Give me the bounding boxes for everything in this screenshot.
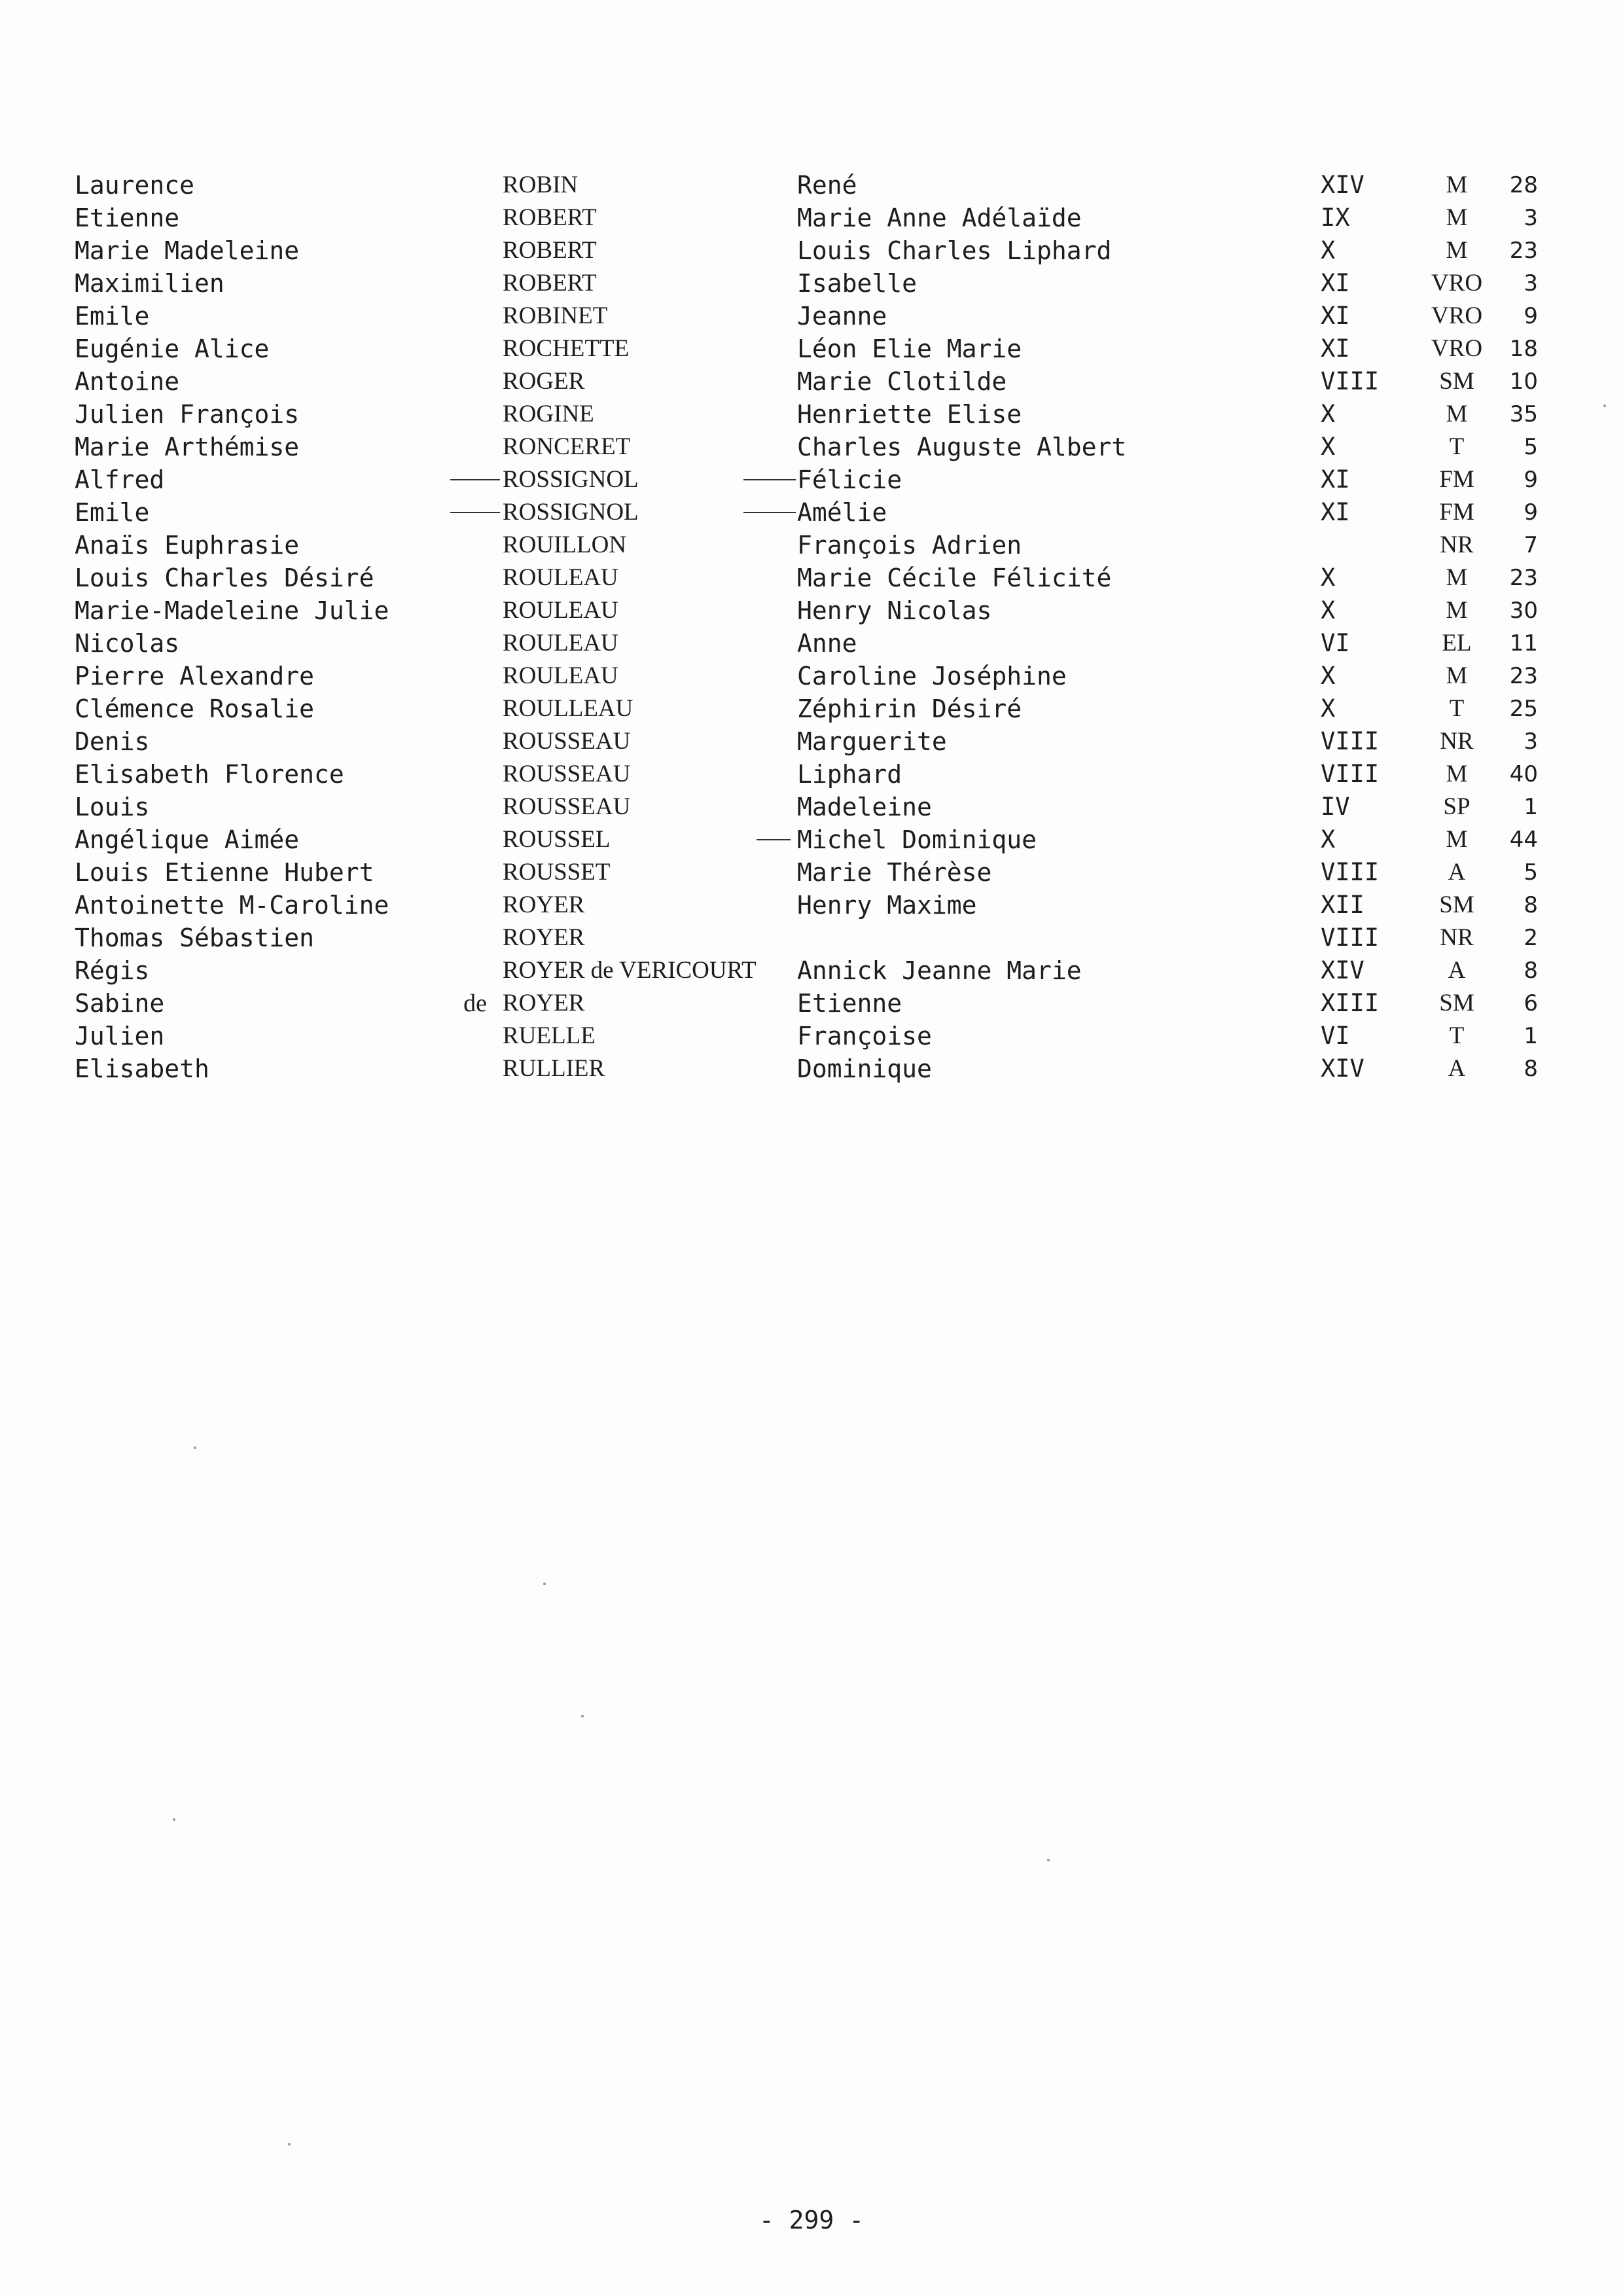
spouse-name: Isabelle: [797, 269, 918, 298]
given-name: Julien: [75, 1022, 165, 1050]
surname: ROUILLON: [503, 531, 627, 558]
register-entry: [0, 300, 1623, 332]
register-entry: [0, 987, 1623, 1020]
arrondissement: X: [1321, 236, 1336, 264]
register-entry: [0, 332, 1623, 365]
location-code: FM: [1439, 499, 1474, 526]
surname: ROSSIGNOL: [503, 499, 639, 526]
spouse-name: Marie Clotilde: [797, 367, 1007, 396]
reference-number: 8: [1524, 1056, 1538, 1082]
spouse-name: Marie Thérèse: [797, 858, 992, 887]
spouse-name: Amélie: [797, 498, 887, 527]
arrondissement: XIV: [1321, 1054, 1364, 1083]
arrondissement: X: [1321, 564, 1336, 592]
location-code: SM: [1439, 368, 1474, 395]
surname: ROGINE: [503, 401, 594, 427]
arrondissement: XII: [1321, 891, 1364, 919]
given-name: Antoine: [75, 367, 180, 396]
given-name: Angélique Aimée: [75, 825, 300, 854]
register-entry: [0, 922, 1623, 954]
arrondissement: IX: [1321, 204, 1350, 232]
given-name: Louis: [75, 793, 150, 821]
location-code: SM: [1439, 990, 1474, 1016]
location-code: FM: [1439, 466, 1474, 493]
surname: ROYER: [503, 891, 585, 918]
spouse-name: Marie Cécile Félicité: [797, 564, 1112, 592]
surname: ROUSSEAU: [503, 793, 631, 820]
location-code: SP: [1443, 793, 1471, 820]
arrondissement: XI: [1321, 269, 1350, 297]
surname: ROUSSET: [503, 859, 611, 886]
location-code: VRO: [1431, 335, 1483, 362]
arrondissement: X: [1321, 596, 1336, 624]
register-entry: [0, 202, 1623, 234]
reference-number: 44: [1509, 827, 1538, 853]
reference-number: 28: [1509, 172, 1538, 198]
spouse-name: Henriette Elise: [797, 400, 1022, 429]
given-name: Elisabeth: [75, 1054, 209, 1083]
given-name: Clémence Rosalie: [75, 694, 315, 723]
spouse-name: Liphard: [797, 760, 902, 789]
register-entry: [0, 889, 1623, 922]
given-name: Marie Madeleine: [75, 236, 300, 265]
given-name: Marie-Madeleine Julie: [75, 596, 389, 625]
reference-number: 35: [1509, 401, 1538, 427]
register-entry: [0, 496, 1623, 529]
reference-number: 25: [1509, 696, 1538, 722]
reference-number: 9: [1524, 303, 1538, 329]
register-entry: [0, 823, 1623, 856]
register-entry: [0, 594, 1623, 627]
arrondissement: VI: [1321, 1022, 1350, 1050]
spouse-name: Etienne: [797, 989, 902, 1018]
surname: ROUSSEAU: [503, 728, 631, 755]
reference-number: 3: [1524, 728, 1538, 755]
given-name: Etienne: [75, 204, 180, 232]
location-code: M: [1446, 826, 1468, 853]
given-name: Louis Charles Désiré: [75, 564, 374, 592]
given-name: Alfred: [75, 465, 165, 494]
arrondissement: VIII: [1321, 367, 1380, 395]
given-name: Marie Arthémise: [75, 433, 300, 461]
reference-number: 1: [1524, 1023, 1538, 1049]
surname: ROUSSEAU: [503, 761, 631, 787]
surname: ROUSSEL: [503, 826, 611, 853]
given-name: Louis Etienne Hubert: [75, 858, 374, 887]
location-code: A: [1448, 859, 1466, 886]
scan-speck: [288, 2143, 291, 2145]
surname: ROCHETTE: [503, 335, 630, 362]
surname: ROBINET: [503, 302, 608, 329]
surname: RONCERET: [503, 433, 631, 460]
scan-speck: [173, 1818, 175, 1821]
reference-number: 2: [1524, 925, 1538, 951]
spouse-name: Anne: [797, 629, 857, 658]
reference-number: 23: [1509, 238, 1538, 264]
arrondissement: VIII: [1321, 858, 1380, 886]
register-entry: [0, 954, 1623, 987]
reference-number: 9: [1524, 499, 1538, 526]
location-code: M: [1446, 662, 1468, 689]
spouse-name: Charles Auguste Albert: [797, 433, 1127, 461]
register-entry: [0, 529, 1623, 562]
arrondissement: XIII: [1321, 989, 1380, 1017]
register-entry: [0, 431, 1623, 463]
reference-number: 5: [1524, 434, 1538, 460]
given-name: Thomas Sébastien: [75, 924, 315, 952]
location-code: T: [1449, 695, 1465, 722]
location-code: SM: [1439, 891, 1474, 918]
given-name: Maximilien: [75, 269, 224, 298]
register-entry: [0, 234, 1623, 267]
reference-number: 5: [1524, 859, 1538, 886]
reference-number: 10: [1509, 368, 1538, 395]
location-code: M: [1446, 171, 1468, 198]
location-code: M: [1446, 204, 1468, 231]
location-code: M: [1446, 237, 1468, 264]
reference-number: 3: [1524, 205, 1538, 231]
arrondissement: XI: [1321, 498, 1350, 526]
register-entry: [0, 692, 1623, 725]
spouse-name: Léon Elie Marie: [797, 334, 1022, 363]
given-name: Pierre Alexandre: [75, 662, 315, 691]
surname: ROYER de VERICOURT: [503, 957, 757, 984]
spouse-name: Madeleine: [797, 793, 932, 821]
spouse-name: Zéphirin Désiré: [797, 694, 1022, 723]
scan-speck: [1047, 1859, 1050, 1861]
location-code: M: [1446, 597, 1468, 624]
register-entry: [0, 562, 1623, 594]
arrondissement: VIII: [1321, 760, 1380, 788]
surname: ROULEAU: [503, 597, 618, 624]
given-name: Laurence: [75, 171, 195, 200]
location-code: M: [1446, 401, 1468, 427]
register-entry: [0, 627, 1623, 660]
location-code: M: [1446, 564, 1468, 591]
register-entry: [0, 660, 1623, 692]
surname: ROYER: [503, 990, 585, 1016]
arrondissement: VI: [1321, 629, 1350, 657]
handwritten-dash-mark: [743, 512, 796, 513]
reference-number: 1: [1524, 794, 1538, 820]
location-code: NR: [1440, 531, 1474, 558]
arrondissement: X: [1321, 825, 1336, 853]
location-code: VRO: [1431, 302, 1483, 329]
arrondissement: XI: [1321, 465, 1350, 493]
register-entry: [0, 758, 1623, 791]
register-entry: [0, 791, 1623, 823]
surname: ROULEAU: [503, 662, 618, 689]
reference-number: 40: [1509, 761, 1538, 787]
arrondissement: XIV: [1321, 171, 1364, 199]
reference-number: 30: [1509, 598, 1538, 624]
register-list: [0, 169, 1623, 1085]
arrondissement: X: [1321, 433, 1336, 461]
location-code: NR: [1440, 924, 1474, 951]
reference-number: 23: [1509, 565, 1538, 591]
register-entry: [0, 1052, 1623, 1085]
spouse-name: François Adrien: [797, 531, 1022, 560]
given-name: Régis: [75, 956, 150, 985]
register-entry: [0, 1020, 1623, 1052]
surname: ROGER: [503, 368, 585, 395]
handwritten-dash-mark: [450, 512, 500, 513]
given-name: Denis: [75, 727, 150, 756]
handwritten-dash-mark: [450, 479, 500, 480]
spouse-name: Marie Anne Adélaïde: [797, 204, 1082, 232]
spouse-name: Caroline Joséphine: [797, 662, 1067, 691]
surname: ROBIN: [503, 171, 579, 198]
surname: ROSSIGNOL: [503, 466, 639, 493]
spouse-name: Dominique: [797, 1054, 932, 1083]
spouse-name: Annick Jeanne Marie: [797, 956, 1082, 985]
arrondissement: X: [1321, 400, 1336, 428]
arrondissement: X: [1321, 694, 1336, 723]
reference-number: 6: [1524, 990, 1538, 1016]
reference-number: 11: [1509, 630, 1538, 656]
spouse-name: Henry Nicolas: [797, 596, 992, 625]
spouse-name: Félicie: [797, 465, 902, 494]
reference-number: 3: [1524, 270, 1538, 296]
arrondissement: XI: [1321, 302, 1350, 330]
arrondissement: VIII: [1321, 924, 1380, 952]
given-name: Anaïs Euphrasie: [75, 531, 300, 560]
given-name: Sabine: [75, 989, 165, 1018]
reference-number: 9: [1524, 467, 1538, 493]
reference-number: 8: [1524, 958, 1538, 984]
surname: ROBERT: [503, 204, 597, 231]
name-particle: de: [463, 990, 487, 1017]
given-name: Emile: [75, 302, 150, 331]
surname: ROULEAU: [503, 630, 618, 656]
surname: ROULEAU: [503, 564, 618, 591]
arrondissement: XI: [1321, 334, 1350, 363]
spouse-name: Michel Dominique: [797, 825, 1037, 854]
reference-number: 18: [1509, 336, 1538, 362]
register-entry: [0, 398, 1623, 431]
reference-number: 8: [1524, 892, 1538, 918]
spouse-name: Louis Charles Liphard: [797, 236, 1112, 265]
location-code: VRO: [1431, 270, 1483, 296]
scan-speck: [543, 1583, 546, 1585]
location-code: T: [1449, 433, 1465, 460]
given-name: Elisabeth Florence: [75, 760, 344, 789]
location-code: M: [1446, 761, 1468, 787]
surname: ROULLEAU: [503, 695, 633, 722]
scan-speck: [581, 1715, 584, 1717]
given-name: Julien François: [75, 400, 300, 429]
spouse-name: Françoise: [797, 1022, 932, 1050]
given-name: Nicolas: [75, 629, 180, 658]
given-name: Emile: [75, 498, 150, 527]
handwritten-dash-mark: [743, 479, 796, 480]
surname: ROBERT: [503, 270, 597, 296]
scan-speck: [194, 1446, 196, 1449]
location-code: A: [1448, 957, 1466, 984]
location-code: A: [1448, 1055, 1466, 1082]
surname: ROBERT: [503, 237, 597, 264]
reference-number: 7: [1524, 532, 1538, 558]
surname: RUELLE: [503, 1022, 596, 1049]
arrondissement: XIV: [1321, 956, 1364, 984]
register-entry: [0, 856, 1623, 889]
surname: ROYER: [503, 924, 585, 951]
given-name: Antoinette M-Caroline: [75, 891, 389, 920]
location-code: T: [1449, 1022, 1465, 1049]
scan-speck: [1603, 404, 1606, 407]
register-entry: [0, 267, 1623, 300]
arrondissement: X: [1321, 662, 1336, 690]
spouse-name: Henry Maxime: [797, 891, 977, 920]
surname: RULLIER: [503, 1055, 605, 1082]
register-entry: [0, 365, 1623, 398]
register-entry: [0, 169, 1623, 202]
page-number: - 299 -: [758, 2206, 865, 2234]
given-name: Eugénie Alice: [75, 334, 270, 363]
register-entry: [0, 463, 1623, 496]
handwritten-dash-mark: [757, 839, 791, 840]
location-code: NR: [1440, 728, 1474, 755]
arrondissement: IV: [1321, 793, 1350, 821]
reference-number: 23: [1509, 663, 1538, 689]
register-entry: [0, 725, 1623, 758]
spouse-name: Jeanne: [797, 302, 887, 331]
spouse-name: Marguerite: [797, 727, 947, 756]
spouse-name: René: [797, 171, 857, 200]
arrondissement: VIII: [1321, 727, 1380, 755]
location-code: EL: [1442, 630, 1472, 656]
